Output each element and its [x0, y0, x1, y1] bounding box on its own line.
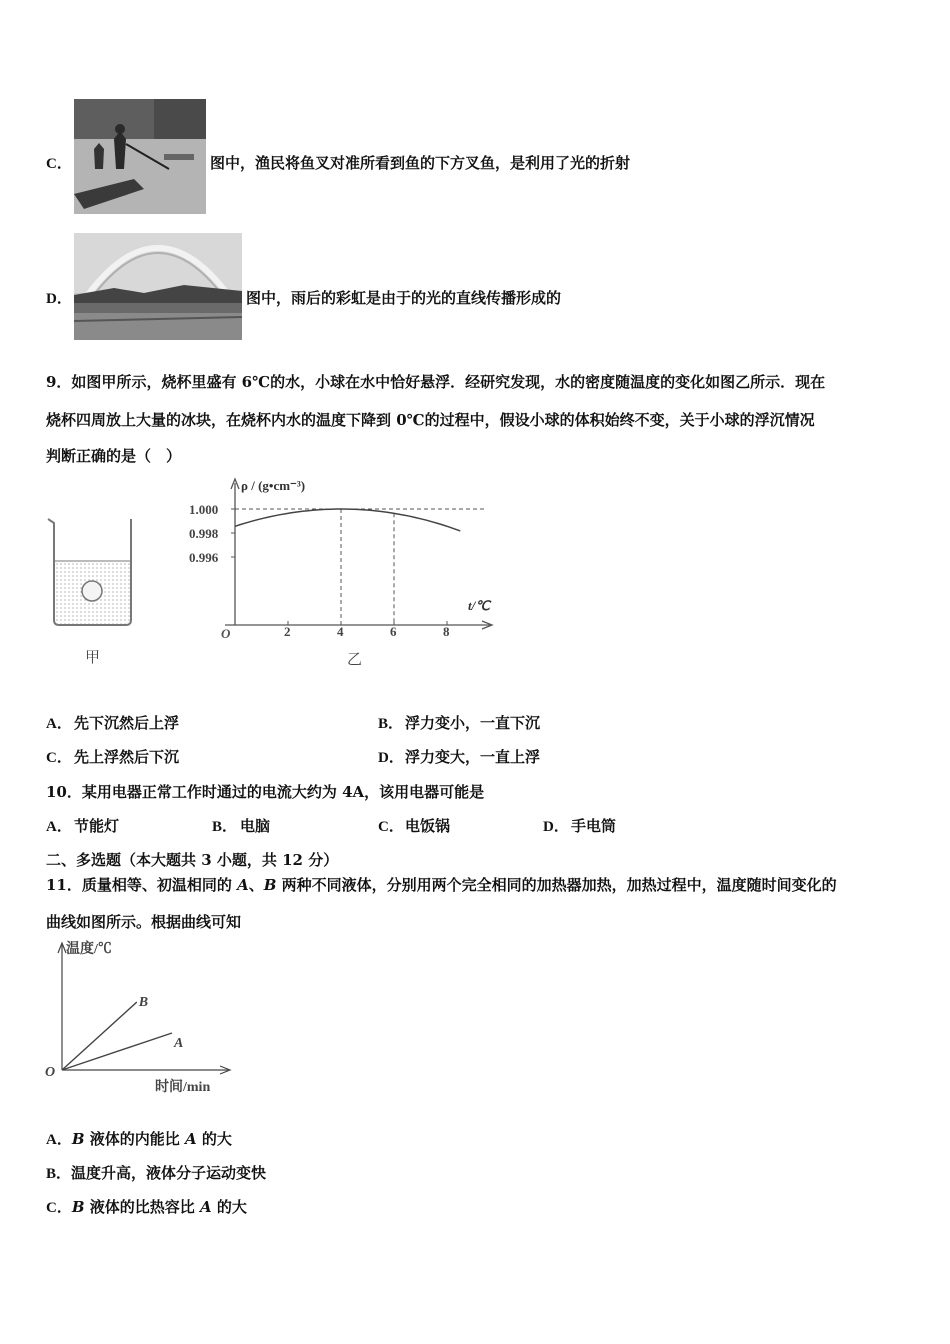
q9-option-c-text: 先上浮然后下沉: [74, 748, 180, 766]
density-xtick-label: 2: [284, 624, 291, 639]
rainbow-photo-art: [74, 233, 242, 340]
temp-x-label: 时间/min: [155, 1080, 211, 1095]
q11-option-a-post: 的大: [196, 1130, 232, 1148]
temp-series-label-b: B: [138, 995, 149, 1011]
density-ytick-label: 1.000: [189, 502, 219, 517]
q9-option-b-letter: B．: [378, 716, 404, 732]
temp-y-label: 温度/℃: [66, 942, 112, 957]
q11-option-c-mid: 液体的比热容比: [84, 1198, 200, 1216]
q11-option-a-var2: A: [184, 1130, 197, 1148]
density-origin-label: O: [221, 626, 231, 641]
q9-option-d-text: 浮力变大，一直上浮: [405, 748, 541, 766]
temp-origin-label: O: [45, 1065, 56, 1080]
beaker-drawing: [44, 515, 144, 630]
density-xtick-label: 4: [337, 624, 344, 639]
density-x-label: t/℃: [468, 598, 490, 613]
temperature-chart: [40, 935, 240, 1100]
q11-option-a-mid: 液体的内能比: [84, 1130, 185, 1148]
rainbow-photo: [74, 233, 242, 340]
q11-stem-pre: 11．质量相等、初温相同的: [46, 876, 238, 894]
q11-var-b: B: [263, 876, 277, 894]
q10-option-b-letter: B．: [212, 819, 238, 835]
q11-var-a: A: [237, 876, 249, 894]
density-curve: [235, 509, 460, 531]
q11-option-c-letter: C．: [46, 1200, 72, 1216]
q8-option-c-letter: C．: [46, 156, 72, 172]
density-chart: [185, 475, 505, 670]
q9-option-a-letter: A．: [46, 716, 72, 732]
q10-option-d-text: 手电筒: [571, 817, 617, 835]
q11-option-a-var1: B: [71, 1130, 85, 1148]
q8-option-d-text: 图中，雨后的彩虹是由于的光的直线传播形成的: [246, 289, 562, 307]
q9-stem-line2: 烧杯四周放上大量的冰块，在烧杯内水的温度下降到 0℃的过程中，假设小球的体积始终不变，关于小球的浮沉情况: [46, 411, 815, 429]
density-ytick-label: 0.996: [189, 550, 219, 565]
section-2-title: 二、多选题（本大题共 3 小题，共 12 分）: [46, 851, 339, 869]
q11-option-c-var1: B: [71, 1198, 85, 1216]
q11-stem-sep: 、: [248, 876, 264, 894]
q10-stem: 10．某用电器正常工作时通过的电流大约为 4A，该用电器可能是: [46, 783, 485, 801]
q10-option-d-letter: D．: [543, 819, 569, 835]
q9-option-c-letter: C．: [46, 750, 72, 766]
figure-yi-label: 乙: [347, 652, 363, 668]
q8-option-c-text: 图中，渔民将鱼叉对准所看到鱼的下方叉鱼，是利用了光的折射: [210, 154, 631, 172]
q9-stem-line1: 9．如图甲所示，烧杯里盛有 6℃的水，小球在水中恰好悬浮．经研究发现，水的密度随温度的变化如图乙所示．现在: [46, 373, 826, 391]
q11-option-a-letter: A．: [46, 1132, 72, 1148]
q11-stem-line2: 曲线如图所示。根据曲线可知: [46, 913, 242, 931]
q8-option-d-letter: D．: [46, 291, 72, 307]
q9-option-a-text: 先下沉然后上浮: [74, 714, 180, 732]
temp-series-label-a: A: [174, 1036, 184, 1051]
q11-option-c-post: 的大: [211, 1198, 247, 1216]
density-ytick-label: 0.998: [189, 526, 219, 541]
temperature-chart-svg: [40, 935, 240, 1100]
q10-option-b-text: 电脑: [240, 817, 271, 835]
q11-stem-post: 两种不同液体，分别用两个完全相同的加热器加热，加热过程中，温度随时间变化的: [276, 876, 837, 894]
q11-option-a: [46, 1128, 232, 1149]
fisherman-photo: [74, 99, 206, 214]
q11-option-c: [46, 1196, 247, 1217]
q11-stem-line1: [46, 874, 837, 895]
q11-option-b-letter: B．: [46, 1166, 72, 1182]
figure-jia-label: 甲: [85, 650, 101, 666]
q9-option-d-letter: D．: [378, 750, 404, 766]
fisherman-photo-art: [74, 99, 206, 214]
q10-option-c-text: 电饭锅: [405, 817, 451, 835]
q9-option-b-text: 浮力变小，一直下沉: [405, 714, 541, 732]
density-xtick-label: 6: [390, 624, 397, 639]
density-chart-svg: [185, 475, 505, 670]
temp-series-line-a: [62, 1033, 172, 1070]
q11-option-b-text: 温度升高，液体分子运动变快: [71, 1164, 267, 1182]
q11-option-c-var2: A: [199, 1198, 212, 1216]
density-xtick-label: 8: [443, 624, 450, 639]
q10-option-a-text: 节能灯: [74, 817, 120, 835]
density-y-label: ρ / (g•cm⁻³): [241, 478, 306, 493]
temp-series-line-b: [62, 1002, 137, 1070]
q9-stem-line3: 判断正确的是（ ）: [46, 447, 182, 465]
q10-option-c-letter: C．: [378, 819, 404, 835]
q11-option-b: [46, 1162, 266, 1183]
beaker-figure: [44, 515, 144, 630]
q10-option-a-letter: A．: [46, 819, 72, 835]
